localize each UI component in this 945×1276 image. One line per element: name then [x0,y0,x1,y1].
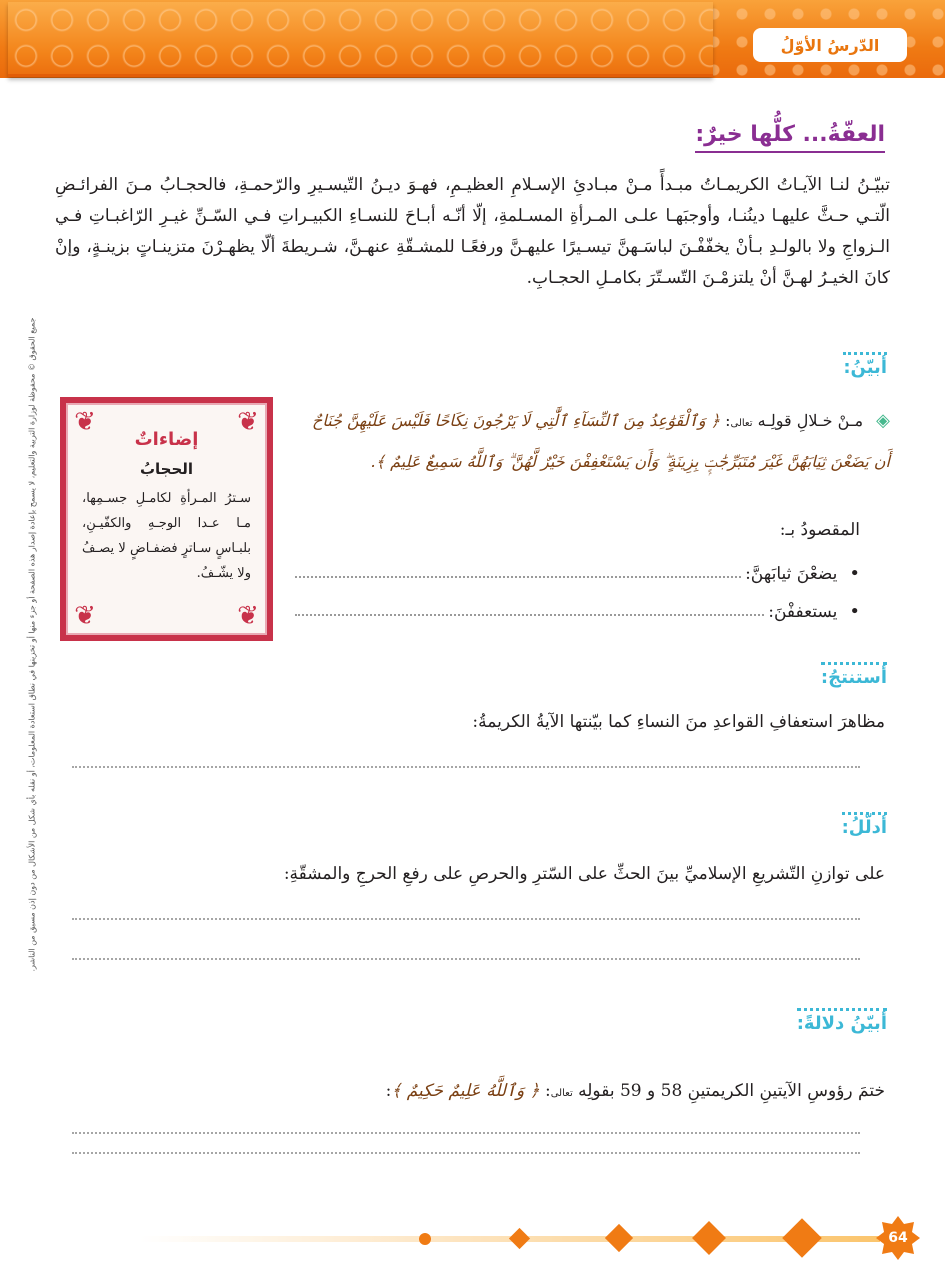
copyright-note: جميع الحقوق © محفوظة لوزارة التربية والتعليم، لا يسمح بإعادة إصدار هذه الصفحة أو جزء منها أو تخزينها في نطاق استعادة المعلومات، أو نقله بأي شكل من الأشكال من دون إذن مسبق من الناشر. [27,317,37,972]
definition-term: يضعْنَ ثيابَهنَّ: [745,564,838,584]
significance-prompt: ختمَ رؤوسِ الآيتينِ الكريمتينِ 58 و 59 بقولِه تعالى: ﴿ وَٱللَّهُ عَلِيمٌ حَكِيمٌ ﴾: [385,1081,885,1101]
conclude-prompt: مظاهرَ استعفافِ القواعدِ منَ النساءِ كما بيّنتها الآيةُ الكريمةُ: [472,712,885,732]
header-pattern [8,2,713,77]
answer-line[interactable] [72,766,860,768]
significance-text: ختمَ رؤوسِ الآيتينِ الكريمتينِ 58 و 59 بقولِه [578,1081,885,1101]
star-ornament-icon [692,1221,726,1255]
answer-line[interactable] [72,1152,860,1154]
bullet-icon: • [849,601,860,622]
quran-verse: ﴿ وَٱللَّهُ عَلِيمٌ حَكِيمٌ ﴾ [391,1081,540,1101]
definition-term: يستعففْنَ: [768,602,838,622]
meaning-label: المقصودُ بـ: [779,520,860,540]
star-ornament-icon [509,1228,530,1249]
answer-line[interactable] [72,958,860,960]
answer-line[interactable] [295,576,741,578]
star-ornament-icon [782,1218,822,1258]
evidence-prompt: على توازنِ التّشريعِ الإسلاميِّ بينَ الحثِّ على السّترِ والحرصِ على رفعِ الحرجِ والمشقّةِ: [283,864,885,884]
section-heading-evidence: أدلّلُ: [842,812,887,838]
ornament-corner-icon: ❦ [237,601,259,631]
page-number: 64 [888,1230,908,1246]
taala-label: تعالى [730,418,753,429]
ornament-corner-icon: ❦ [74,601,96,631]
info-box-inner [66,403,267,635]
header-band [0,0,945,78]
diamond-bullet-icon: ◈ [876,410,890,431]
prompt-end: : [385,1081,392,1101]
answer-line[interactable] [72,918,860,920]
page-title: العفّةُ... كلُّها خيرٌ: [695,122,885,153]
taala-label: تعالى [550,1088,573,1099]
answer-line[interactable] [295,614,764,616]
verse-block: ◈ مـنْ خـلالِ قولِـه تعالى: ﴿ وَٱلْقَوَٰعِدُ مِنَ ٱلنِّسَآءِ ٱلَّٰتِي لَا يَرْجُونَ نِكَاحًا فَلَيْسَ عَلَيْهِنَّ جُنَاحٌ أَن يَضَعْنَ ثِيَابَهُنَّ غَيْرَ مُتَبَرِّجَٰتٍۭ بِزِينَةٍ ۖ وَأَن يَسْتَعْفِفْنَ خَيْرٌ لَّهُنَّ ۗ وَٱللَّهُ سَمِيعٌ عَلِيمٌ ﴾. [312,410,890,471]
quran-verse: ﴿ وَٱلْقَوَٰعِدُ مِنَ ٱلنِّسَآءِ ٱلَّٰتِي لَا يَرْجُونَ نِكَاحًا فَلَيْسَ عَلَيْهِنَّ جُنَاحٌ أَن يَضَعْنَ ثِيَابَهُنَّ غَيْرَ مُتَبَرِّجَٰتٍۭ بِزِينَةٍ ۖ وَأَن يَسْتَعْفِفْنَ خَيْرٌ لَّهُنَّ ۗ وَٱللَّهُ سَمِيعٌ عَلِيمٌ ﴾. [312,411,890,471]
star-ornament-icon [605,1224,633,1252]
intro-paragraph: تبيّـنُ لنـا الآيـاتُ الكريمـاتُ مبـدأً مـنْ مبـادئِ الإسـلامِ العظيـمِ، فهـوَ ديـنُ التّيسـيرِ والرّحمـةِ، فالحجـابُ مـنَ الفرائـضِ الّتـي حـثَّ عليهـا دينُنـا، وأوجبَهـا علـى المـرأةِ المسـلمةِ، إلّا أنّـه أبـاحَ للنسـاءِ الكبيـراتِ فـي السّـنِّ غيـرِ الرّاغبـاتِ فـي الـزواجِ ولا بالولـدِ بـأنْ يخفّفْـنَ لباسَـهنَّ تيسـيرًا عليهـنَّ ورفعًـا للمشـقّةِ عنهـنَّ، شـريطةَ ألّا يظهـرْنَ متزينـاتٍ بزينـةٍ، وإنْ كانَ الخيـرُ لهـنَّ أنْ يلتزمْـنَ التّسـتّرَ بكامـلِ الحجـابِ. [55,175,890,288]
star-ornament-icon [419,1233,431,1245]
info-box-subtitle: الحجابُ [139,460,194,478]
ornament-corner-icon: ❦ [237,407,259,437]
info-box [60,397,273,641]
definition-row [295,556,860,584]
page-number-badge [876,1216,920,1260]
section-heading-significance: أبيّنُ دلالةً: [797,1008,887,1034]
ornament-corner-icon: ❦ [74,407,96,437]
section-heading-conclude: أستنتجُ: [821,662,887,688]
definition-row [295,594,860,622]
lesson-label: الدّرسُ الأوّلُ [753,28,907,62]
section-heading-explain: أبيّنُ: [843,352,887,378]
info-box-text: سـترُ المـرأةِ لكامـلِ جسـمِها، مـا عـدا الوجـهِ والكفّيـنِ، بلبـاسٍ سـاترٍ فضفـاضٍ لا يصـفُ ولا يشّـفُ. [82,491,251,581]
answer-line[interactable] [72,1132,860,1134]
info-box-title: إضاءاتٌ [134,429,199,450]
bullet-icon: • [849,563,860,584]
verse-intro: مـنْ خـلالِ قولِـه [757,411,864,430]
